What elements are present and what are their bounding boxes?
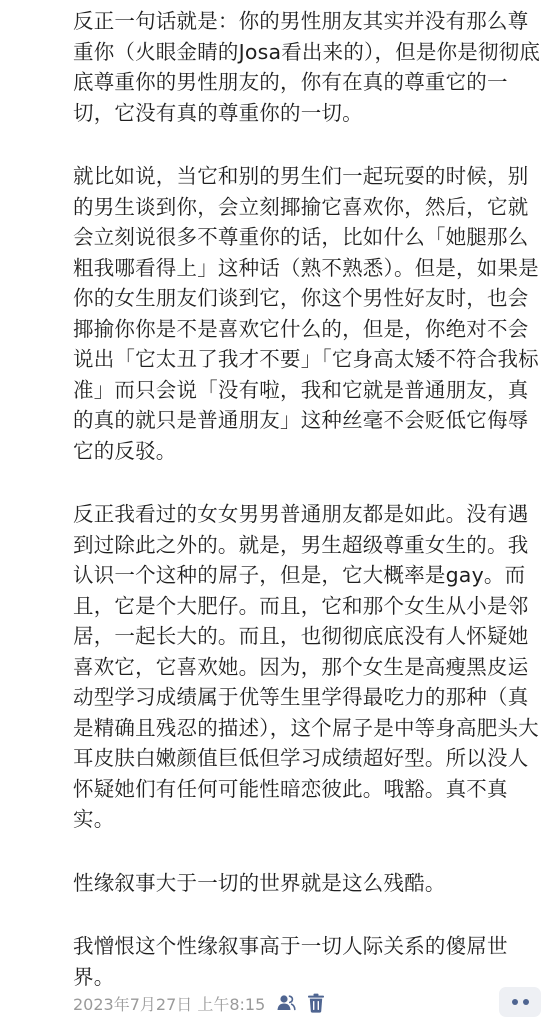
trash-icon <box>307 993 325 1013</box>
post-paragraph-2: 就比如说，当它和别的男生们一起玩耍的时候，别的男生谈到你，会立刻揶揄它喜欢你，然后，它就会立刻说很多不尊重你的话，比如什么「她腿那么粗我哪看得上」这种话（熟不熟悉）。但是，如果是你的女生朋友们谈到它，你这个男性好友时，也会揶揄你你是不是喜欢它什么的，但是，你绝对不会说出「它太丑了我才不要」「它身高太矮不符合我标准」而只会说「没有啦，我和它就是普通朋友，真的真的就只是普通朋友」这种丝毫不会贬低它侮辱它的反驳。 <box>73 164 539 463</box>
post-footer <box>73 990 545 1016</box>
more-dots-icon <box>512 999 518 1005</box>
post-paragraph-1: 反正一句话就是：你的男性朋友其实并没有那么尊重你（火眼金睛的Josa看出来的），但是你是彻彻底底尊重你的男性朋友的，你有在真的尊重它的一切，它没有真的尊重你的一切。 <box>73 9 541 125</box>
delete-button[interactable] <box>305 992 327 1014</box>
post-paragraph-5: 我憎恨这个性缘叙事高于一切人际关系的傻屌世界。 <box>73 934 508 989</box>
post-paragraph-3: 反正我看过的女女男男普通朋友都是如此。没有遇到过除此之外的。就是，男生超级尊重女生的。我认识一个这种的屌子，但是，它大概率是gay。而且，它是个大肥仔。而且，它和那个女生从小是邻居，一起长大的。而且，也彻彻底底没有人怀疑她喜欢它，它喜欢她。因为，那个女生是高瘦黑皮运动型学习成绩属于优等生里学得最吃力的那种（真是精确且残忍的描述），这个屌子是中等身高肥头大耳皮肤白嫩颜值巨低但学习成绩超好型。所以没人怀疑她们有任何可能性暗恋彼此。哦豁。真不真实。 <box>73 502 539 831</box>
more-dots-icon-dot <box>523 999 529 1005</box>
person-icon <box>276 993 296 1013</box>
visibility-button[interactable] <box>275 992 297 1014</box>
post-timestamp: 2023年7月27日 上午8:15 <box>73 994 266 1014</box>
post-paragraph-4: 性缘叙事大于一切的世界就是这么残酷。 <box>73 870 446 895</box>
post-content <box>73 6 545 1025</box>
more-options-button[interactable] <box>499 987 541 1017</box>
